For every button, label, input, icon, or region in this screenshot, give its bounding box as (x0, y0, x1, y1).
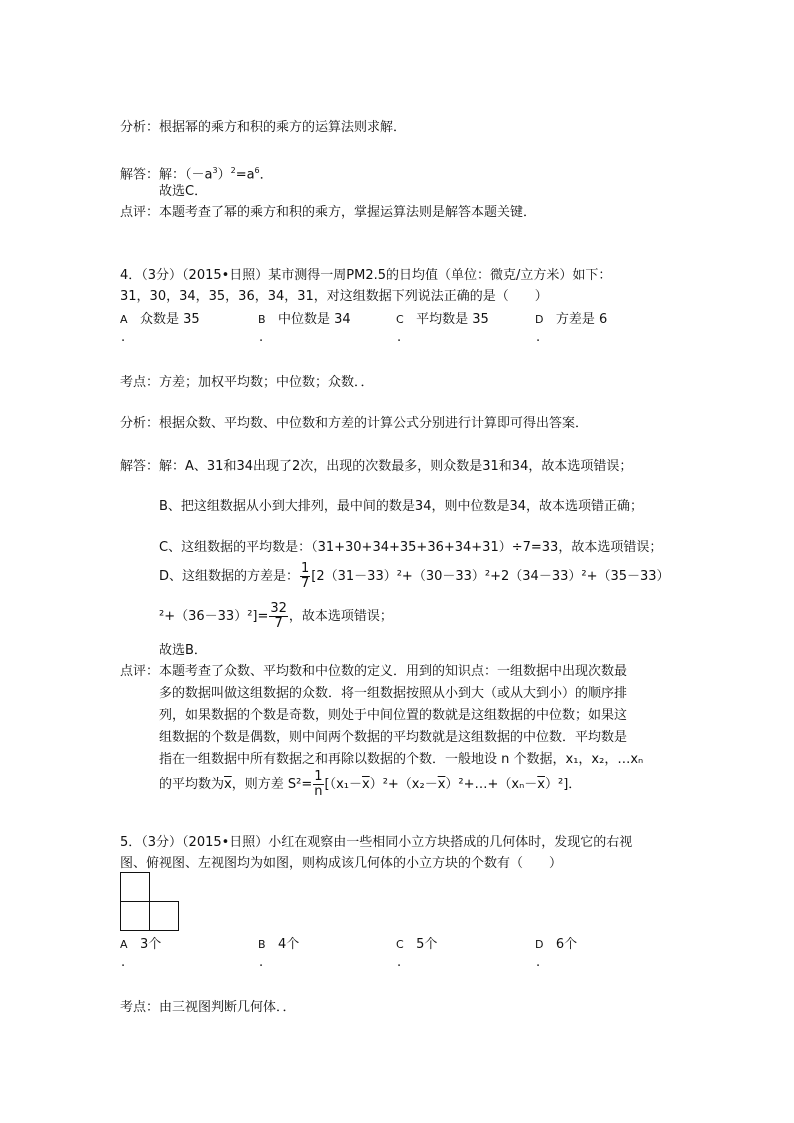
q5-option-a[interactable]: A 3个 (120, 937, 162, 952)
q5-stem-2: 图、俯视图、左视图均为如图，则构成该几何体的小立方块的个数有（ ） (120, 856, 563, 871)
q3-answer: 解答：解：$(-a^3)^2=a^6$． (120, 166, 273, 183)
q4-kaodian: 考点：方差；加权平均数；中位数；众数．． (120, 375, 374, 390)
figure-square-top (120, 872, 150, 902)
q4-answer-a: 解答：解：A、31和34出现了2次，出现的次数最多，则众数是31和34，故本选项错误； (120, 459, 633, 474)
q4-comment-1: 点评：本题考查了众数、平均数和中位数的定义．用到的知识点：一组数据中出现次数最 (120, 664, 628, 679)
option-dot: . (536, 955, 541, 970)
q5-kaodian: 考点：由三视图判断几何体．． (120, 1000, 296, 1015)
q4-option-d[interactable]: D 方差是 6 (535, 312, 608, 327)
option-dot: . (397, 955, 402, 970)
q4-stem-2: 31，30，34，35，36，34，31，对这组数据下列说法正确的是（ ） (120, 289, 548, 304)
fraction: $\frac{1}{n}$ (314, 769, 323, 799)
figure-square-bottom-right (149, 901, 179, 931)
option-dot: . (259, 955, 264, 970)
q4-comment-6: 的平均数为$\overline{x}$，则方差 S²= $\frac{1}{n}$ $[(x_1-\overline{x})^2+(x_2-\overline{x})^2+\dots+(x_n-\overline{x})^2]$． (159, 769, 582, 799)
option-dot: . (397, 330, 402, 345)
q4-stem-1: 4．（3分）（2015•日照）某市测得一周PM2.5的日均值（单位：微克/立方米）如下： (120, 268, 612, 283)
q4-answer-c: C、这组数据的平均数是：（31+30+34+35+36+34+31）÷7=33，故本选项错误； (159, 540, 663, 555)
fraction: $\frac{1}{7}$ (301, 561, 310, 591)
figure-square-bottom-left (120, 901, 150, 931)
q3-analysis: 分析：根据幂的乘方和积的乘方的运算法则求解． (120, 120, 407, 135)
option-dot: . (121, 955, 126, 970)
q4-analysis: 分析：根据众数、平均数、中位数和方差的计算公式分别进行计算即可得出答案． (120, 416, 589, 431)
q4-comment-2: 多的数据叫做这组数据的众数．将一组数据按照从小到大（或从大到小）的顺序排 (159, 686, 628, 701)
q4-answer-b: B、把这组数据从小到大排列，最中间的数是34，则中位数是34，故本选项错正确； (159, 499, 644, 514)
option-dot: . (121, 330, 126, 345)
q4-comment-4: 组数据的个数是偶数，则中间两个数据的平均数就是这组数据的中位数．平均数是 (159, 730, 628, 745)
fraction: $\frac{32}{7}$ (270, 601, 287, 631)
q4-comment-3: 列，如果数据的个数是奇数，则处于中间位置的数就是这组数据的中位数；如果这 (159, 708, 628, 723)
q5-option-b[interactable]: B 4个 (258, 937, 300, 952)
q3-choose: 故选C． (159, 184, 208, 199)
q3-comment: 点评：本题考查了幂的乘方和积的乘方，掌握运算法则是解答本题关键． (120, 205, 537, 220)
option-dot: . (536, 330, 541, 345)
option-dot: . (259, 330, 264, 345)
q4-option-b[interactable]: B 中位数是 34 (258, 312, 351, 327)
q4-answer-d: D、这组数据的方差是： $\frac{1}{7}$ [2（31－33）²+（30－33）²+2（34－33）²+（35－33） (159, 561, 670, 591)
q5-option-c[interactable]: C 5个 (396, 937, 438, 952)
q4-option-a[interactable]: A 众数是 35 (120, 312, 200, 327)
q5-option-d[interactable]: D 6个 (535, 937, 578, 952)
q4-answer-d-cont: ²+（36－33）²]= $\frac{32}{7}$ ，故本选项错误； (159, 601, 393, 631)
q4-option-c[interactable]: C 平均数是 35 (396, 312, 489, 327)
q5-stem-1: 5．（3分）（2015•日照）小红在观察由一些相同小立方块搭成的几何体时，发现它的右视 (120, 835, 633, 850)
q4-choose: 故选B． (159, 643, 207, 658)
analysis-label: 分析： (120, 120, 160, 135)
q4-comment-5: 指在一组数据中所有数据之和再除以数据的个数．一般地设 n 个数据，x₁，x₂，…xₙ (159, 752, 644, 767)
